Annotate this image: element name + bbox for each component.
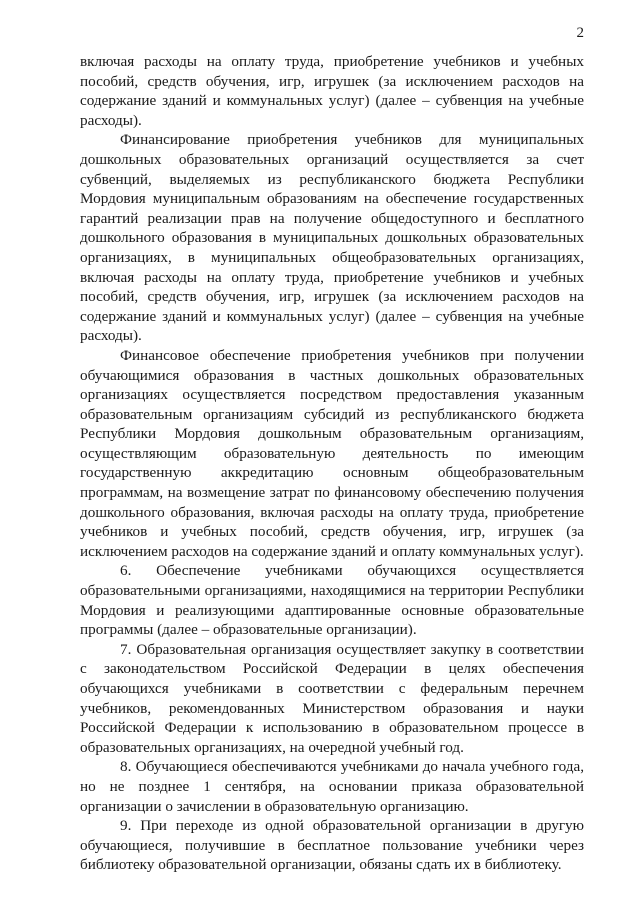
paragraph-private-financing: Финансовое обеспечение приобретения учебников при получении обучающимися образования в частных дошкольных образовательных организациях осуществляется посредством предоставления указанным образовательным организациям субсидий из республиканского бюджета Республики Мордовия дошкольным образовательным организациям, осуществляющим образовательную деятельность по имеющим государственную аккредитацию основным общеобразовательным программам, на возмещение затрат по финансовому обеспечению получения дошкольного образования, включая расходы на оплату труда, приобретение учебников и учебных пособий, средств обучения, игр, игрушек (за исключением расходов на содержание зданий и оплату коммунальных услуг).	[80, 346, 584, 560]
paragraph-item-6: 6. Обеспечение учебниками обучающихся осуществляется образовательными организациями, находящимися на территории Республики Мордовия и реализующими адаптированные основные образовательные программы (далее – образовательные организации).	[80, 562, 584, 639]
paragraph-item-9: 9. При переходе из одной образовательной организации в другую обучающиеся, получившие в бесплатное пользование учебники через библиотеку образовательной организации, обязаны сдать их в библиотеку.	[80, 817, 584, 874]
document-body	[80, 52, 584, 875]
paragraph-continuation: включая расходы на оплату труда, приобретение учебников и учебных пособий, средств обучения, игр, игрушек (за исключением расходов на содержание зданий и коммунальных услуг) (далее – субвенция на учебные расходы).	[80, 53, 584, 129]
page-number: 2	[576, 25, 584, 41]
paragraph-municipal-financing: Финансирование приобретения учебников для муниципальных дошкольных образовательных организаций осуществляется за счет субвенций, выделяемых из республиканского бюджета Республики Мордовия муниципальным образованиям на обеспечение государственных гарантий реализации прав на получение общедоступного и бесплатного дошкольного образования в муниципальных дошкольных образовательных организациях, в муниципальных общеобразовательных организациях, включая расходы на оплату труда, приобретение учебников и учебных пособий, средств обучения, игр, игрушек (за исключением расходов на содержание зданий и коммунальных услуг) (далее – субвенция на учебные расходы).	[80, 131, 584, 345]
paragraph-item-7: 7. Образовательная организация осуществляет закупку в соответствии с законодательством Российской Федерации в целях обеспечения обучающихся учебниками в соответствии с федеральным перечнем учебников, рекомендованных Министерством образования и науки Российской Федерации к использованию в образовательном процессе в образовательных организациях, на очередной учебный год.	[80, 640, 584, 756]
paragraph-item-8: 8. Обучающиеся обеспечиваются учебниками до начала учебного года, но не позднее 1 сентября, на основании приказа образовательной организации о зачислении в образовательную организацию.	[80, 758, 584, 815]
